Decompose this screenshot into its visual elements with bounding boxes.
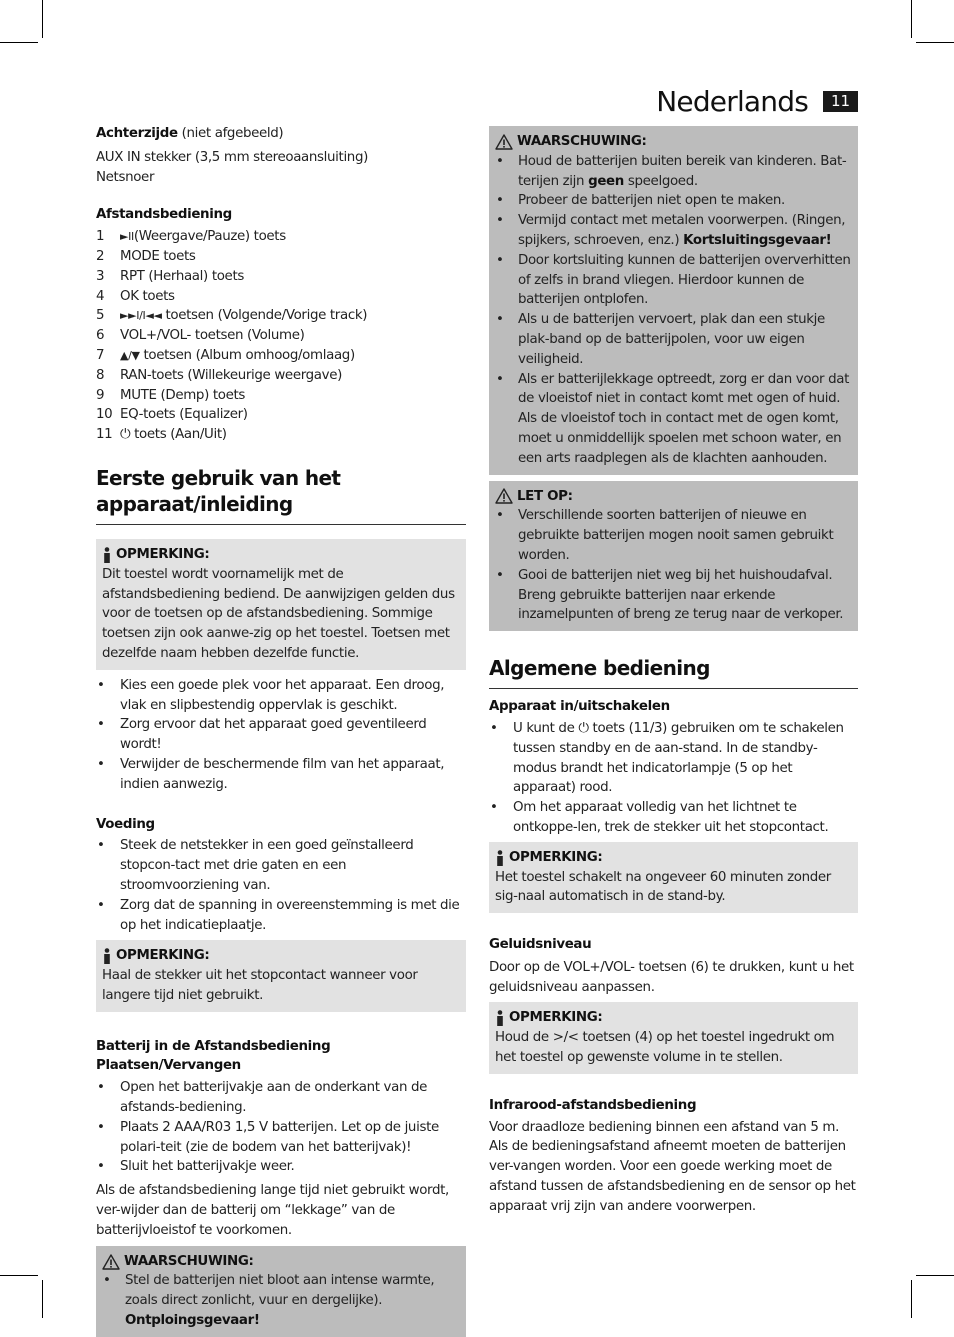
rear-line: Netsnoer xyxy=(96,169,155,185)
remote-heading: Afstandsbediening xyxy=(96,207,232,223)
list-item: 5 ►►I/I◄◄ toetsen (Volgende/Vorige track) xyxy=(96,306,466,326)
crop-mark xyxy=(42,0,43,38)
power-icon: ⏻ xyxy=(578,720,589,736)
list-item: • Sluit het batterijvakje weer. xyxy=(96,1157,466,1177)
note-text: Het toestel schakelt na ongeveer 60 minuten zonder sig-naal automatisch in de stand-by. xyxy=(495,869,831,905)
note-title: OPMERKING: xyxy=(509,1010,603,1026)
bullet-list xyxy=(96,676,466,795)
caution-title: LET OP: xyxy=(517,488,573,504)
bullet-list xyxy=(495,506,851,625)
list-item: 1 ►II(Weergave/Pauze) toets xyxy=(96,227,466,247)
bullet-list xyxy=(495,152,851,469)
crop-mark xyxy=(0,1275,38,1276)
warning-box xyxy=(96,1246,466,1337)
bullet-list xyxy=(96,836,466,935)
next-previous-icon: ►►I/I◄◄ xyxy=(120,309,162,323)
info-icon xyxy=(495,1010,505,1026)
rear-heading: Achterzijde (niet afgebeeld) xyxy=(96,126,284,141)
bullet-list xyxy=(102,1271,459,1330)
list-item: 10 EQ-toets (Equalizer) xyxy=(96,407,248,423)
crop-mark xyxy=(0,42,38,43)
crop-mark xyxy=(916,1275,954,1276)
note-title: OPMERKING: xyxy=(116,948,210,964)
left-column xyxy=(96,124,466,1337)
volume-text: Door op de VOL+/VOL- toetsen (6) te drukken, kunt u het geluidsniveau aanpassen. xyxy=(489,959,854,995)
list-item: 4 OK toets xyxy=(96,288,175,304)
page-title: Nederlands xyxy=(656,85,808,118)
note-text: Dit toestel wordt voornamelijk met de afstandsbediening bediend. De aanwijzigen gelden dus voor de toetsen op de afstandsbediening. Sommige toetsen zijn ook aanwe-zig op het toestel. Toetsen met dezelfde naam hebben dezelfde functie. xyxy=(102,566,455,661)
bullet-list xyxy=(96,1078,466,1177)
section-title: Algemene bediening xyxy=(489,655,858,689)
list-item: • Kies een goede plek voor het apparaat. Een droog, vlak en slipbestendig oppervlak is geschikt. xyxy=(96,676,466,716)
note-box xyxy=(489,842,858,913)
list-item: • Verwijder de beschermende film van het apparaat, indien aanwezig. xyxy=(96,755,466,795)
list-item: 3 RPT (Herhaal) toets xyxy=(96,268,244,284)
list-item: • Als u de batterijen vervoert, plak dan een stukje plak-band op de batterijpolen, voor uw eigen veiligheid. xyxy=(495,310,851,369)
info-icon xyxy=(102,547,112,563)
caution-box xyxy=(489,481,858,632)
list-item: • U kunt de ⏻ toets (11/3) gebruiken om te schakelen tussen standby en de aan-stand. In de standby-modus brandt het indicatorlampje (5 op het apparaat) rood. xyxy=(489,719,858,798)
list-item: • Om het apparaat volledig van het lichtnet te ontkoppe-len, trek de stekker uit het stopcontact. xyxy=(489,798,858,838)
warning-icon xyxy=(495,488,513,504)
crop-mark xyxy=(911,0,912,38)
list-item: • Zorg ervoor dat het apparaat goed geventileerd wordt! xyxy=(96,715,466,755)
list-item: • Zorg dat de spanning in overeenstemming is met die op het indicatieplaatje. xyxy=(96,896,466,936)
volume-heading: Geluidsniveau xyxy=(489,937,592,953)
list-item: • Stel de batterijen niet bloot aan intense warmte, zoals direct zonlicht, vuur en dergelijke). Ontploingsgevaar! xyxy=(102,1271,459,1330)
note-title: OPMERKING: xyxy=(509,849,603,865)
section-title: Eerste gebruik van het apparaat/inleiding xyxy=(96,465,466,525)
page-number: 11 xyxy=(823,91,858,112)
crop-mark xyxy=(911,1280,912,1318)
crop-mark xyxy=(916,42,954,43)
note-box xyxy=(96,539,466,670)
list-item: • Steek de netstekker in een goed geïnstalleerd stopcon-tact met drie gaten en een stroomvoorziening van. xyxy=(96,836,466,895)
up-down-icon: ▲/▼ xyxy=(120,348,140,362)
remote-button-list xyxy=(96,227,466,445)
info-icon xyxy=(495,850,505,866)
warning-box xyxy=(489,126,858,475)
list-item: • Probeer de batterijen niet open te maken. xyxy=(495,191,851,211)
right-column xyxy=(489,126,858,1217)
list-item: 9 MUTE (Demp) toets xyxy=(96,387,246,403)
note-box xyxy=(489,1002,858,1073)
ir-text: Voor draadloze bediening binnen een afstand van 5 m. Als de bedieningsafstand afneemt moeten de batterijen ver-vangen worden. Voor een goede werking moet de afstand tussen de afstandsbediening en de sensor op het apparaat vrij zijn van andere voorwerpen. xyxy=(489,1119,856,1214)
list-item: • Door kortsluiting kunnen de batterijen oververhitten of zelfs in brand vliegen. Hierdoor kunnen de batterijen ontplofen. xyxy=(495,251,851,310)
rear-line: AUX IN stekker (3,5 mm stereoaansluiting) xyxy=(96,149,368,165)
ir-heading: Infrarood-afstandsbediening xyxy=(489,1097,697,1113)
list-item: • Open het batterijvakje aan de onderkant van de afstands-bediening. xyxy=(96,1078,466,1118)
onoff-heading: Apparaat in/uitschakelen xyxy=(489,699,670,715)
power-heading: Voeding xyxy=(96,816,155,832)
bullet-list xyxy=(489,719,858,838)
note-title: OPMERKING: xyxy=(116,546,210,562)
warning-title: WAARSCHUWING: xyxy=(124,1253,254,1269)
warning-title: WAARSCHUWING: xyxy=(517,134,647,149)
list-item: • Houd de batterijen buiten bereik van kinderen. Bat-terijen zijn geen speelgoed. xyxy=(495,152,851,192)
list-item: 11 ⏻ toets (Aan/Uit) xyxy=(96,427,227,443)
crop-mark xyxy=(42,1280,43,1318)
list-item: • Als er batterijlekkage optreedt, zorg er dan voor dat de vloeistof niet in contact komt met ogen of huid. Als de vloeistof toch in contact met de ogen komt, moet u onmiddellijk spoelen met schoon water, en een arts raadplegen als de klachten aanhouden. xyxy=(495,370,851,469)
play-pause-icon: ►II xyxy=(120,230,134,244)
power-icon: ⏻ xyxy=(120,427,131,443)
list-item: 6 VOL+/VOL- toetsen (Volume) xyxy=(96,328,305,344)
note-text: Houd de >/< toetsen (4) op het toestel ingedrukt om het toestel op gewenste volume in te stellen. xyxy=(495,1030,835,1066)
list-item: • Gooi de batterijen niet weg bij het huishoudafval. Breng gebruikte batterijen naar erkende inzamelpunten of breng ze terug naar de verkoper. xyxy=(495,566,851,625)
warning-icon xyxy=(495,134,513,150)
list-item: • Vermijd contact met metalen voorwerpen. (Ringen, spijkers, schroeven, enz.) Kortsluitingsgevaar! xyxy=(495,211,851,251)
note-text: Haal de stekker uit het stopcontact wanneer voor langere tijd niet gebruikt. xyxy=(102,968,418,1003)
warning-icon xyxy=(102,1254,120,1270)
list-item: • Plaats 2 AAA/R03 1,5 V batterijen. Let op de juiste polari-teit (zie de bodem van het batterijvak)! xyxy=(96,1118,466,1158)
list-item: 8 RAN-toets (Willekeurige weergave) xyxy=(96,367,342,383)
battery-heading: Batterij in de Afstandsbediening Plaatsen/Vervangen xyxy=(96,1038,331,1074)
note-box xyxy=(96,940,466,1011)
list-item: 7 ▲/▼ toetsen (Album omhoog/omlaag) xyxy=(96,346,466,366)
battery-paragraph: Als de afstandsbediening lange tijd niet gebruikt wordt, ver-wijder dan de batterij om “lekkage” van de batterijvloeistof te voorkomen. xyxy=(96,1183,449,1238)
list-item: • Verschillende soorten batterijen of nieuwe en gebruikte batterijen mogen nooit samen gebruikt worden. xyxy=(495,506,851,565)
list-item: 2 MODE toets xyxy=(96,248,196,264)
info-icon xyxy=(102,948,112,964)
